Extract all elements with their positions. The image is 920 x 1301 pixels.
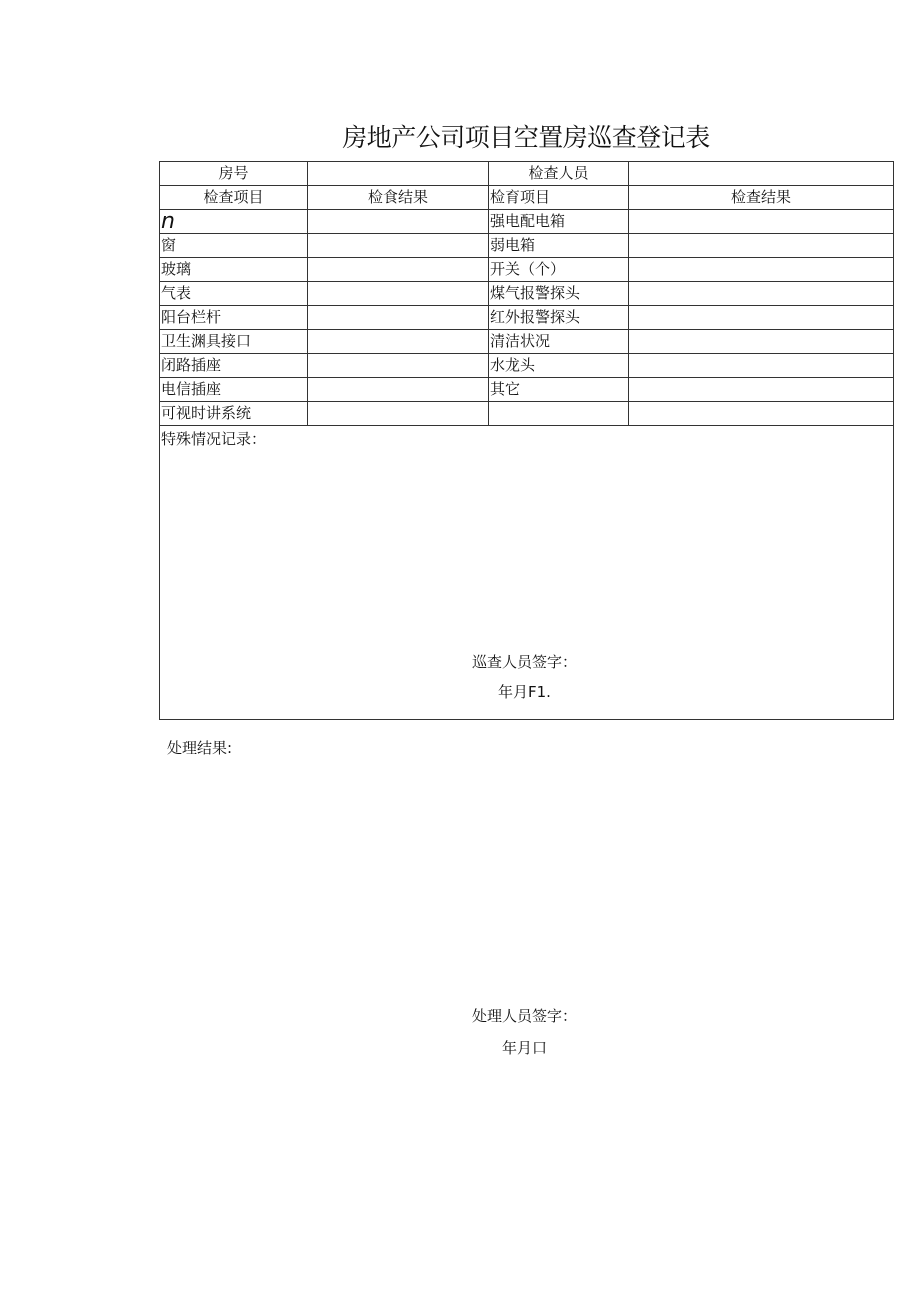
column-header: 检食结果 [308,186,489,210]
item-label: 卫生渊具接口 [160,330,308,354]
result-field[interactable] [629,402,894,426]
item-label: 红外报警探头 [489,306,629,330]
inspector-signature-label: 巡查人员签字： [472,653,578,671]
result-field[interactable] [629,378,894,402]
special-record-row [160,426,894,720]
handler-signature-label: 处理人员签字： [472,1007,578,1025]
result-field[interactable] [308,354,489,378]
result-field[interactable] [629,258,894,282]
table-row [160,210,894,234]
table-row [160,378,894,402]
item-label: 可视时讲系统 [160,402,308,426]
result-field[interactable] [629,282,894,306]
inspection-date-label: 年月F1. [498,683,551,701]
result-field[interactable] [308,282,489,306]
result-field[interactable] [629,234,894,258]
result-field[interactable] [308,258,489,282]
result-field[interactable] [308,234,489,258]
item-label: 清洁状况 [489,330,629,354]
column-header: 检查项目 [160,186,308,210]
result-field[interactable] [308,378,489,402]
header-row [160,162,894,186]
handling-date-label: 年月口 [502,1039,548,1057]
result-field[interactable] [308,210,489,234]
table-row [160,354,894,378]
table-row [160,402,894,426]
item-label: 闭路插座 [160,354,308,378]
inspection-table [159,161,894,720]
inspector-field[interactable] [629,162,894,186]
special-record-label: 特殊情况记录： [161,430,267,448]
table-row [160,282,894,306]
table-row [160,330,894,354]
item-label: 玻璃 [160,258,308,282]
handling-result-label: 处理结果: [167,739,233,757]
column-header-row [160,186,894,210]
item-label: n [160,210,308,234]
result-field[interactable] [308,306,489,330]
table-row [160,234,894,258]
table-row [160,258,894,282]
page-title: 房地产公司项目空置房巡查登记表 [342,123,710,152]
item-label: 煤气报警探头 [489,282,629,306]
item-label: 气表 [160,282,308,306]
table-row [160,306,894,330]
inspector-label: 检查人员 [489,162,629,186]
item-label: 其它 [489,378,629,402]
result-field[interactable] [308,330,489,354]
room-no-field[interactable] [308,162,489,186]
column-header: 检育项目 [489,186,629,210]
item-label: 开关（个） [489,258,629,282]
room-no-label: 房号 [160,162,308,186]
result-field[interactable] [629,306,894,330]
result-field[interactable] [629,210,894,234]
item-label: 水龙头 [489,354,629,378]
item-label: 阳台栏杆 [160,306,308,330]
item-label: 强电配电箱 [489,210,629,234]
item-label: 窗 [160,234,308,258]
result-field[interactable] [629,354,894,378]
result-field[interactable] [629,330,894,354]
result-field[interactable] [308,402,489,426]
column-header: 检查结果 [629,186,894,210]
item-label [489,402,629,426]
item-label: 电信插座 [160,378,308,402]
special-record-field[interactable] [160,426,894,720]
item-label: 弱电箱 [489,234,629,258]
